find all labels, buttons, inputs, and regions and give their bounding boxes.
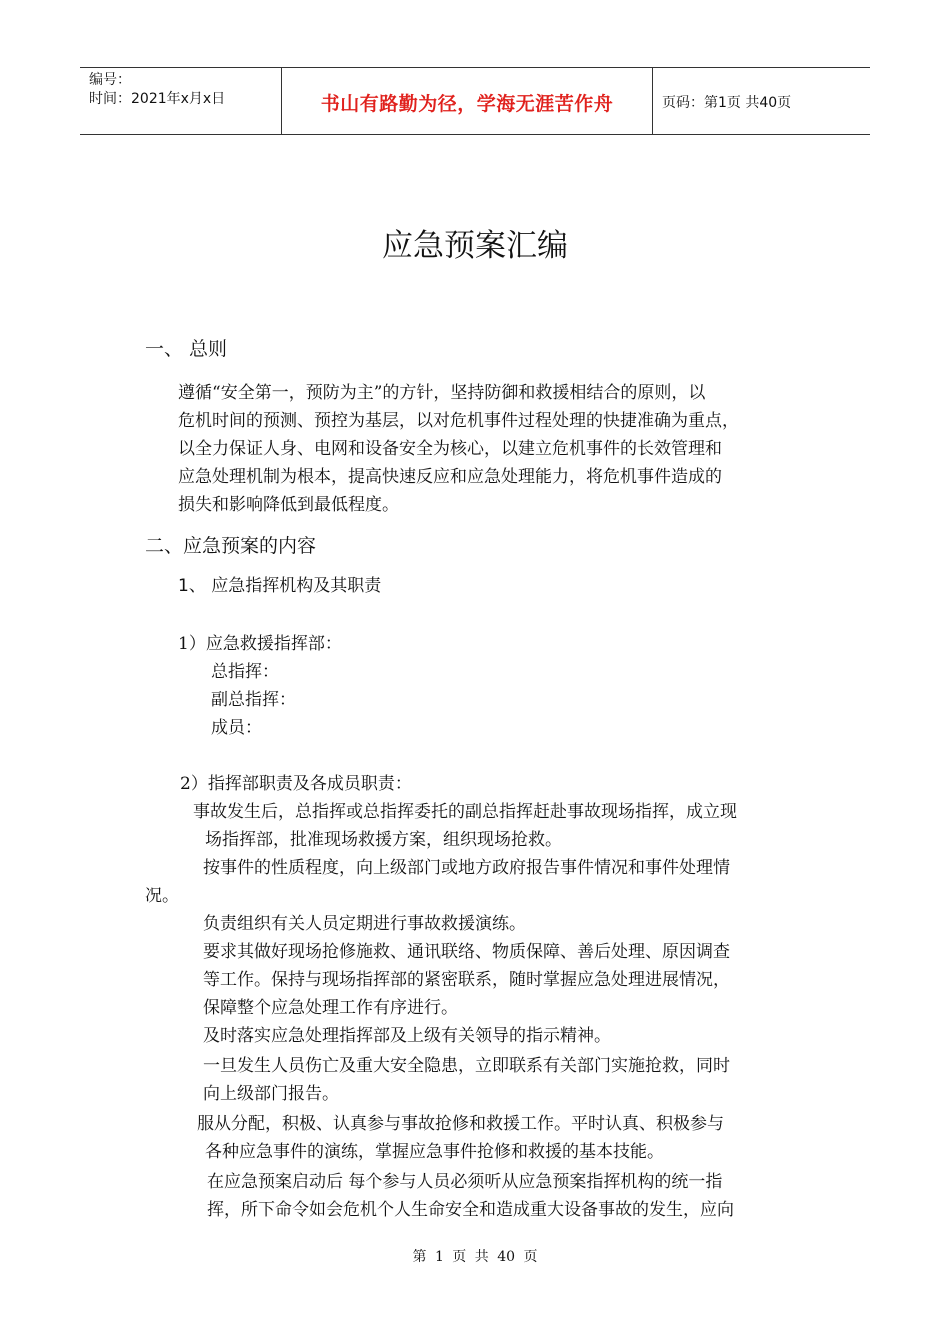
section-heading-general: 一、 总则 <box>145 338 228 360</box>
group-heading: 1）应急救援指挥部： <box>178 634 342 654</box>
header-page-cell <box>653 68 870 134</box>
header-meta-cell <box>80 68 282 134</box>
paragraph-line: 事故发生后，总指挥或总指挥委托的副总指挥赶赴事故现场指挥，成立现 <box>193 802 737 822</box>
page-footer: 第 1 页 共 40 页 <box>412 1249 538 1265</box>
role-item: 成员： <box>211 718 262 738</box>
paragraph-line: 危机时间的预测、预控为基层，以对危机事件过程处理的快捷准确为重点， <box>178 411 739 431</box>
header-motto-cell <box>282 68 653 134</box>
paragraph-line: 遵循“安全第一，预防为主”的方针，坚持防御和救援相结合的原则，以 <box>178 383 706 403</box>
role-item: 副总指挥： <box>211 690 296 710</box>
subsection-heading: 1、 应急指挥机构及其职责 <box>178 576 382 596</box>
paragraph-line: 保障整个应急处理工作有序进行。 <box>203 998 458 1018</box>
paragraph-line: 要求其做好现场抢修施救、通讯联络、物质保障、善后处理、原因调查 <box>203 942 730 962</box>
paragraph-line: 况。 <box>145 886 179 906</box>
paragraph-line: 各种应急事件的演练，掌握应急事件抢修和救援的基本技能。 <box>205 1142 664 1162</box>
paragraph-line: 挥，所下命令如会危机个人生命安全和造成重大设备事故的发生，应向 <box>207 1200 734 1220</box>
page-header <box>80 67 870 135</box>
role-item: 总指挥： <box>211 662 279 682</box>
header-motto: 书山有路勤为径，学海无涯苦作舟 <box>320 92 614 115</box>
section-heading-contents: 二、应急预案的内容 <box>145 535 317 557</box>
paragraph-line: 等工作。保持与现场指挥部的紧密联系，随时掌握应急处理进展情况， <box>203 970 730 990</box>
paragraph-line: 一旦发生人员伤亡及重大安全隐患，立即联系有关部门实施抢救，同时 <box>203 1056 730 1076</box>
paragraph-line: 场指挥部，批准现场救援方案，组织现场抢救。 <box>205 830 562 850</box>
document-number-label: 编号： <box>89 72 131 88</box>
paragraph-line: 按事件的性质程度，向上级部门或地方政府报告事件情况和事件处理情 <box>203 858 730 878</box>
document-title: 应急预案汇编 <box>382 228 568 264</box>
paragraph-line: 应急处理机制为根本，提高快速反应和应急处理能力，将危机事件造成的 <box>178 467 722 487</box>
paragraph-line: 以全力保证人身、电网和设备安全为核心，以建立危机事件的长效管理和 <box>178 439 722 459</box>
paragraph-line: 及时落实应急处理指挥部及上级有关领导的指示精神。 <box>203 1026 611 1046</box>
document-time-label: 时间：2021年x月x日 <box>89 91 226 107</box>
paragraph-line: 损失和影响降低到最低程度。 <box>178 495 399 515</box>
paragraph-line: 在应急预案启动后 每个参与人员必须听从应急预案指挥机构的统一指 <box>207 1172 723 1192</box>
paragraph-line: 负责组织有关人员定期进行事故救援演练。 <box>203 914 526 934</box>
paragraph-line: 向上级部门报告。 <box>203 1084 339 1104</box>
paragraph-line: 服从分配，积极、认真参与事故抢修和救援工作。平时认真、积极参与 <box>197 1114 724 1134</box>
group-heading: 2）指挥部职责及各成员职责： <box>180 774 412 794</box>
header-page-info: 页码：第1页 共40页 <box>662 95 792 111</box>
